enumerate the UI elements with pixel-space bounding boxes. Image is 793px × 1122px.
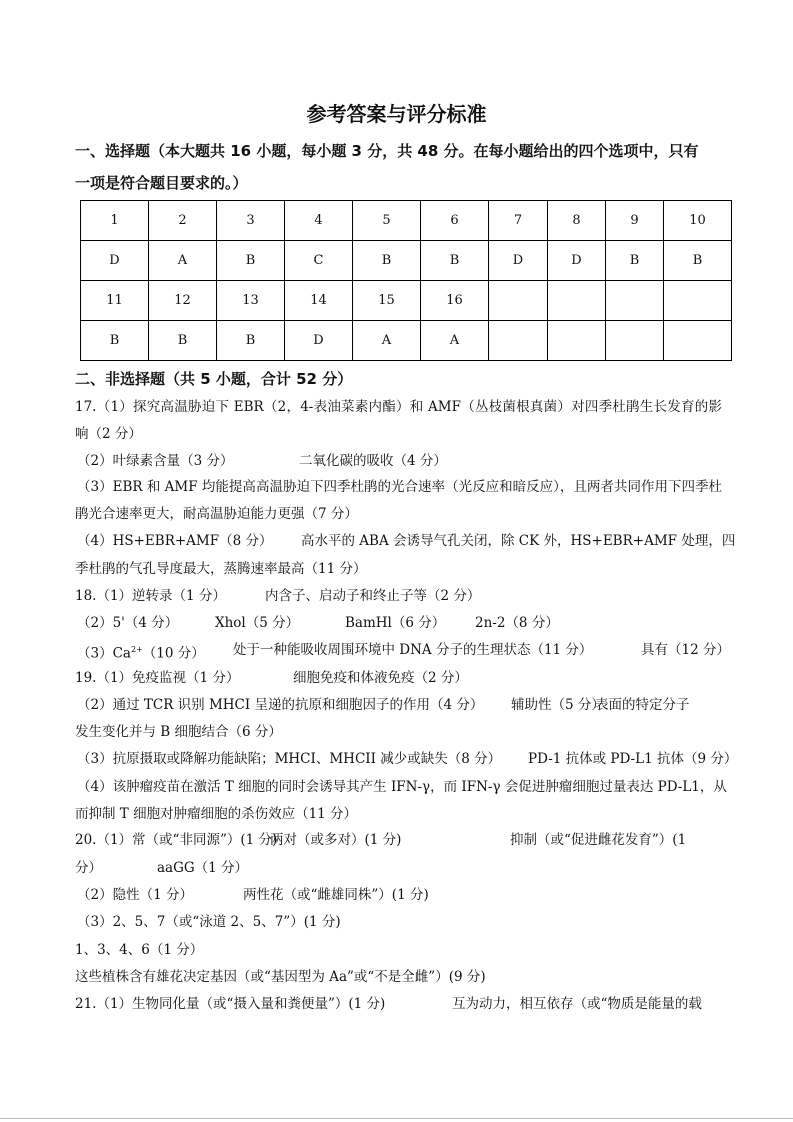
q19-line: 而抑制 T 细胞对肿瘤细胞的杀伤效应（11 分） xyxy=(75,806,358,822)
q19-line: 辅助性（5 分） xyxy=(511,697,605,713)
page-bottom-border xyxy=(0,1118,793,1119)
table-cell: B xyxy=(606,241,664,281)
table-row xyxy=(81,321,732,361)
text: （10 分） xyxy=(142,645,205,662)
table-cell: 3 xyxy=(217,201,285,241)
table-cell: 9 xyxy=(606,201,664,241)
q19-line: 细胞免疫和体液免疫（2 分） xyxy=(293,670,468,686)
table-cell: 1 xyxy=(81,201,149,241)
q20-line: 20.（1）常（或“非同源”）(1 分) xyxy=(75,832,278,848)
table-cell: B xyxy=(217,321,285,361)
table-cell: B xyxy=(664,241,732,281)
q21-line: 21.（1）生物同化量（或“摄入量和粪便量”）(1 分) xyxy=(75,996,386,1012)
table-cell: A xyxy=(353,321,421,361)
table-cell: 4 xyxy=(285,201,353,241)
table-row xyxy=(81,281,732,321)
q19-line: 发生变化并与 B 细胞结合（6 分） xyxy=(75,724,282,740)
table-cell xyxy=(548,321,606,361)
section1-heading: 一、选择题（本大题共 16 小题，每小题 3 分，共 48 分。在每小题给出的四个选项中，只有 xyxy=(75,142,699,160)
table-cell xyxy=(606,321,664,361)
q20-line: 两对（或多对）(1 分) xyxy=(270,832,402,848)
table-cell: 11 xyxy=(81,281,149,321)
table-cell: B xyxy=(149,321,217,361)
table-cell: 13 xyxy=(217,281,285,321)
table-cell: 16 xyxy=(421,281,489,321)
q20-line: 两性花（或“雌雄同株”）(1 分) xyxy=(243,887,429,903)
table-cell: 12 xyxy=(149,281,217,321)
q18-line: BamHl（6 分） xyxy=(345,615,446,631)
answer-table xyxy=(80,200,732,361)
table-cell xyxy=(489,281,548,321)
table-row xyxy=(81,241,732,281)
q17-line: 二氧化碳的吸收（4 分） xyxy=(299,453,447,469)
page-title: 参考答案与评分标准 xyxy=(306,102,487,126)
q18-line: 2n-2（8 分） xyxy=(475,615,559,631)
q20-line: 这些植株含有雄花决定基因（或“基因型为 Aa”或“不是全雌”）(9 分) xyxy=(75,969,486,985)
text: （3）Ca xyxy=(77,645,131,662)
q19-line: 19.（1）免疫监视（1 分） xyxy=(75,670,240,686)
q20-line: （2）隐性（1 分） xyxy=(77,887,193,903)
table-cell: D xyxy=(548,241,606,281)
q19-line: （2）通过 TCR 识别 MHCI 呈递的抗原和细胞因子的作用（4 分） xyxy=(77,697,484,713)
table-cell: B xyxy=(421,241,489,281)
table-cell xyxy=(606,281,664,321)
q17-line: 季杜鹃的气孔导度最大，蒸腾速率最高（11 分） xyxy=(75,561,367,577)
table-cell xyxy=(664,281,732,321)
table-cell: 7 xyxy=(489,201,548,241)
q19-line: PD-1 抗体或 PD-L1 抗体（9 分） xyxy=(528,751,738,767)
table-cell: D xyxy=(489,241,548,281)
q17-line: 17.（1）探究高温胁迫下 EBR（2，4-表油菜素内酯）和 AMF（丛枝菌根真菌）对四季杜鹃生长发育的影 xyxy=(75,399,722,415)
superscript: 2+ xyxy=(130,645,143,654)
table-cell: 14 xyxy=(285,281,353,321)
section2-heading: 二、非选择题（共 5 小题，合计 52 分） xyxy=(75,370,353,388)
q18-line: （2）5'（4 分） xyxy=(77,615,179,631)
q18-line xyxy=(77,642,205,662)
q17-line: （4）HS+EBR+AMF（8 分） xyxy=(77,533,273,549)
table-cell: 10 xyxy=(664,201,732,241)
q18-line: 具有（12 分） xyxy=(641,642,730,658)
section1-heading-cont: 一项是符合题目要求的。） xyxy=(75,174,248,192)
table-cell xyxy=(548,281,606,321)
table-cell: B xyxy=(81,321,149,361)
table-cell: B xyxy=(353,241,421,281)
q20-line: 1、3、4、6（1 分） xyxy=(75,942,204,958)
q18-line: 处于一种能吸收周围环境中 DNA 分子的生理状态（11 分） xyxy=(233,642,593,658)
table-row xyxy=(81,201,732,241)
table-cell: A xyxy=(149,241,217,281)
q17-line: （2）叶绿素含量（3 分） xyxy=(77,453,234,469)
table-cell: 8 xyxy=(548,201,606,241)
table-cell: C xyxy=(285,241,353,281)
table-cell: 2 xyxy=(149,201,217,241)
q18-line: 18.（1）逆转录（1 分） xyxy=(75,588,226,604)
table-cell: 6 xyxy=(421,201,489,241)
table-cell: 5 xyxy=(353,201,421,241)
q17-line: 高水平的 ABA 会诱导气孔关闭，除 CK 外，HS+EBR+AMF 处理，四 xyxy=(301,533,736,549)
q19-line: 表面的特定分子 xyxy=(595,697,690,713)
table-cell xyxy=(664,321,732,361)
q18-line: 内含子、启动子和终止子等（2 分） xyxy=(265,588,481,604)
table-cell: A xyxy=(421,321,489,361)
q19-line: （4）该肿瘤疫苗在激活 T 细胞的同时会诱导其产生 IFN-γ，而 IFN-γ 会促进肿瘤细胞过量表达 PD-L1，从 xyxy=(77,779,727,795)
q21-line: 互为动力，相互依存（或“物质是能量的载 xyxy=(452,996,702,1012)
q20-line: 抑制（或“促进雌花发育”）(1 xyxy=(510,832,687,848)
q17-line: 响（2 分） xyxy=(75,426,142,442)
q20-line: （3）2、5、7（或“泳道 2、5、7”）(1 分) xyxy=(77,914,341,930)
table-cell: 15 xyxy=(353,281,421,321)
table-cell: B xyxy=(217,241,285,281)
q17-line: 鹃光合速率更大，耐高温胁迫能力更强（7 分） xyxy=(75,506,358,522)
q17-line: （3）EBR 和 AMF 均能提高高温胁迫下四季杜鹃的光合速率（光反应和暗反应），且两者共同作用下四季杜 xyxy=(77,479,722,495)
q20-line: 分） xyxy=(75,860,102,876)
q19-line: （3）抗原摄取或降解功能缺陷；MHCI、MHCII 减少或缺失（8 分） xyxy=(77,751,502,767)
q20-line: aaGG（1 分） xyxy=(157,860,249,876)
q18-line: Xhol（5 分） xyxy=(215,615,300,631)
table-cell: D xyxy=(285,321,353,361)
table-cell xyxy=(489,321,548,361)
table-cell: D xyxy=(81,241,149,281)
